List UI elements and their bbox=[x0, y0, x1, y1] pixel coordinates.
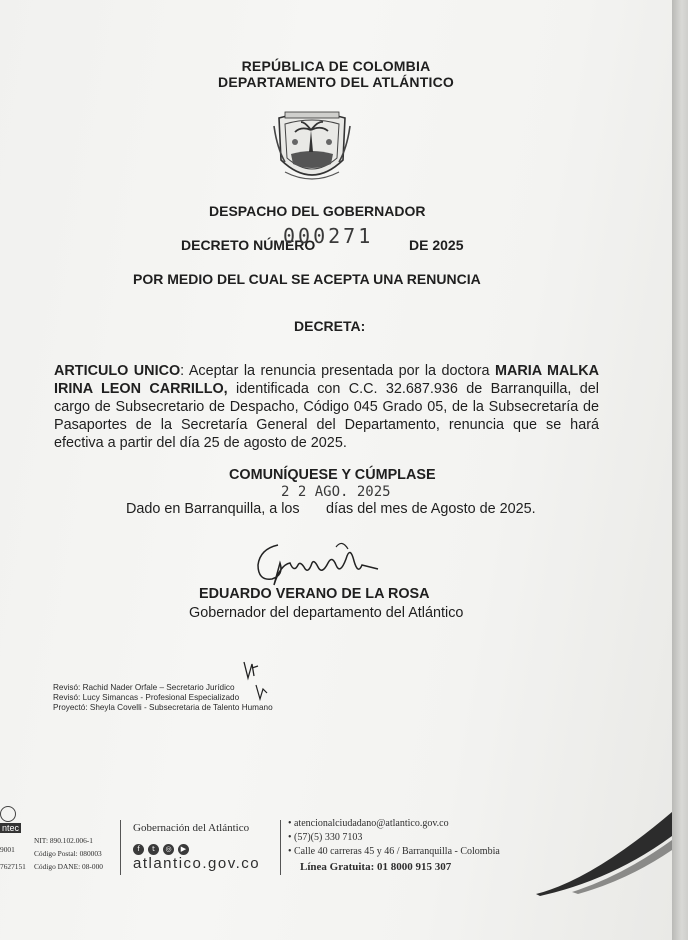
review-line-3: Proyectó: Sheyla Covelli - Subsecretaria de Talento Humano bbox=[53, 703, 273, 712]
governor-signature bbox=[250, 535, 390, 591]
closing-title: COMUNÍQUESE Y CÚMPLASE bbox=[229, 467, 436, 483]
decreta-heading: DECRETA: bbox=[294, 318, 366, 334]
social-icons bbox=[133, 838, 193, 856]
country-heading: REPÚBLICA DE COLOMBIA bbox=[241, 58, 431, 74]
department-heading: DEPARTAMENTO DEL ATLÁNTICO bbox=[218, 74, 454, 90]
decree-number-stamp: 000271 bbox=[283, 224, 374, 248]
coat-of-arms-icon bbox=[271, 108, 353, 188]
decree-subject: POR MEDIO DEL CUAL SE ACEPTA UNA RENUNCIA bbox=[133, 271, 481, 287]
article-paragraph bbox=[54, 362, 599, 452]
footer-hotline: Línea Gratuita: 01 8000 915 307 bbox=[300, 861, 452, 873]
resignee-name: MARIA MALKA IRINA LEON CARRILLO, bbox=[54, 363, 599, 397]
reviewer-initial-mark bbox=[240, 658, 262, 684]
youtube-icon[interactable]: ▶ bbox=[178, 844, 189, 855]
footer-website[interactable]: atlantico.gov.co bbox=[133, 855, 261, 872]
cert-number-fragment: 7627151 bbox=[0, 862, 26, 871]
footer-email[interactable]: • atencionalciudadano@atlantico.gov.co bbox=[288, 818, 449, 829]
certification-logo-icon bbox=[0, 806, 16, 822]
signer-name: EDUARDO VERANO DE LA ROSA bbox=[199, 586, 430, 602]
footer-divider-1 bbox=[120, 820, 121, 875]
footer-postal: Código Postal: 080003 bbox=[34, 849, 102, 858]
review-line-1: Revisó: Rachid Nader Orfale – Secretario Jurídico bbox=[53, 683, 235, 692]
decree-label: DECRETO NÚMERO bbox=[181, 237, 316, 253]
review-line-2: Revisó: Lucy Simancas - Profesional Especializado bbox=[53, 693, 240, 702]
given-prefix: Dado en Barranquilla, a los bbox=[126, 501, 300, 517]
given-suffix: días del mes de Agosto de 2025. bbox=[326, 501, 536, 517]
article-text-a: : Aceptar la renuncia presentada por la doctora bbox=[180, 363, 495, 379]
facebook-icon[interactable]: f bbox=[133, 844, 144, 855]
footer-address: • Calle 40 carreras 45 y 46 / Barranquilla - Colombia bbox=[288, 846, 500, 857]
article-title: ARTICULO UNICO bbox=[54, 363, 181, 379]
footer-dane: Código DANE: 08-000 bbox=[34, 862, 103, 871]
instagram-icon[interactable]: ◎ bbox=[163, 844, 174, 855]
footer-divider-2 bbox=[280, 820, 281, 875]
icontec-fragment: ntec bbox=[2, 823, 20, 833]
decree-year: DE 2025 bbox=[409, 237, 464, 253]
decorative-swoosh bbox=[532, 810, 672, 896]
office-heading: DESPACHO DEL GOBERNADOR bbox=[209, 203, 426, 219]
signer-role: Gobernador del departamento del Atlántico bbox=[189, 605, 464, 621]
footer-gov-name: Gobernación del Atlántico bbox=[133, 822, 250, 834]
footer-nit: NIT: 890.102.006-1 bbox=[34, 836, 93, 845]
paper-edge-shadow bbox=[672, 0, 688, 940]
reviewer-initial-mark-2 bbox=[254, 683, 270, 701]
date-stamp: 2 2 AGO. 2025 bbox=[281, 484, 391, 500]
iso-fragment: 9001 bbox=[0, 845, 15, 854]
twitter-icon[interactable]: t bbox=[148, 844, 159, 855]
footer-phone: • (57)(5) 330 7103 bbox=[288, 832, 363, 843]
article-text-b: identificada con C.C. 32.687.936 de Barranquilla, del cargo de Subsecretario de Despacho, Código 045 Grado 05, de la Subsecretaría de Pasaportes de la Secretaría General del Departamento, renuncia que se hará efectiva a partir del día 25 de agosto de 2025. bbox=[54, 381, 599, 451]
